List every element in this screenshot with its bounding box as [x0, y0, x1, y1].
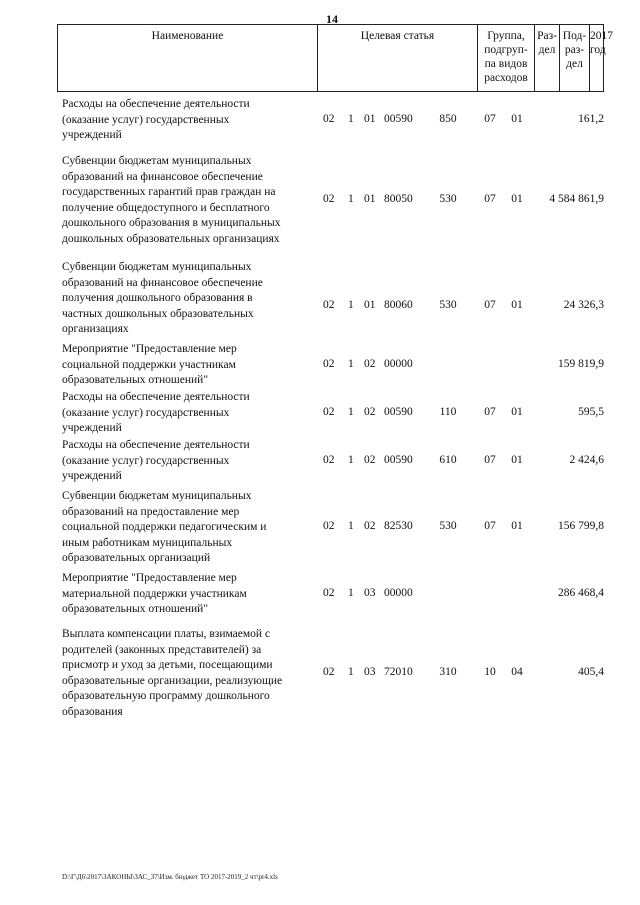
- row-name-line: материальной поддержки участникам: [62, 587, 247, 600]
- code-main-activity: 03: [364, 666, 376, 678]
- amount-2017: 159 819,9: [558, 358, 604, 370]
- code-subprogram: 1: [348, 666, 354, 678]
- amount-2017: 286 468,4: [558, 587, 604, 599]
- code-subprogram: 1: [348, 299, 354, 311]
- page-number: 14: [326, 12, 338, 26]
- amount-2017: 405,4: [578, 666, 604, 678]
- code-direction: 00000: [384, 358, 413, 370]
- row-name: [62, 489, 312, 567]
- podrazdel: 04: [511, 666, 523, 678]
- row-name-line: дошкольного образования в муниципальных: [62, 217, 281, 229]
- row-name-line: Субвенции бюджетам муниципальных: [62, 261, 252, 273]
- podrazdel: 01: [511, 113, 523, 125]
- code-direction: 00000: [384, 587, 413, 599]
- table-header: [57, 24, 613, 92]
- code-subprogram: 1: [348, 193, 354, 205]
- row-name-line: организациях: [62, 323, 129, 335]
- amount-2017: 2 424,6: [569, 454, 604, 466]
- row-name: [62, 571, 312, 618]
- row-name: [62, 260, 312, 338]
- code-main-activity: 01: [364, 193, 376, 205]
- code-direction: 00590: [384, 406, 413, 418]
- code-subprogram: 1: [348, 454, 354, 466]
- podrazdel: 01: [511, 193, 523, 205]
- razdel: 07: [484, 299, 496, 311]
- row-name-line: образований на финансовое обеспечение: [62, 170, 263, 183]
- row-name-line: получения дошкольного образования в: [62, 292, 253, 304]
- row-name-line: Расходы на обеспечение деятельности: [62, 391, 250, 403]
- row-name-line: образовательную программу дошкольного: [62, 690, 270, 702]
- file-path-footer: D:\Г\Д6\2017\ЗАКОНЫ\ЗАС_37\Изм. бюджет ТО 2017-2019_2 чт\pr4.xls: [62, 873, 278, 881]
- code-direction: 80060: [384, 299, 413, 311]
- expense-group: 310: [439, 666, 457, 678]
- code-direction: 82530: [384, 520, 413, 532]
- code-program: 02: [323, 587, 335, 599]
- row-name: [62, 154, 312, 247]
- row-name: [62, 342, 312, 389]
- code-program: 02: [323, 299, 335, 311]
- code-subprogram: 1: [348, 406, 354, 418]
- expense-group: 530: [439, 193, 457, 205]
- row-name-line: Мероприятие "Предоставление мер: [62, 572, 237, 584]
- code-program: 02: [323, 454, 335, 466]
- code-main-activity: 01: [364, 113, 376, 125]
- razdel: 07: [484, 113, 496, 125]
- code-main-activity: 02: [364, 520, 376, 532]
- code-subprogram: 1: [348, 520, 354, 532]
- header-year: 2017 год: [590, 30, 613, 56]
- row-name-line: образовательных организаций: [62, 552, 211, 564]
- code-main-activity: 02: [364, 454, 376, 466]
- code-program: 02: [323, 193, 335, 205]
- expense-group: 110: [439, 406, 457, 418]
- code-program: 02: [323, 358, 335, 370]
- code-main-activity: 01: [364, 299, 376, 311]
- row-name-line: социальной поддержки педагогическим и: [62, 521, 267, 533]
- code-subprogram: 1: [348, 113, 354, 125]
- code-main-activity: 03: [364, 587, 376, 599]
- expense-group: 610: [439, 454, 457, 466]
- code-direction: 00590: [384, 113, 413, 125]
- row-name-line: образований на предоставление мер: [62, 505, 240, 518]
- code-program: 02: [323, 666, 335, 678]
- podrazdel: 01: [511, 520, 523, 532]
- podrazdel: 01: [511, 299, 523, 311]
- expense-group: 530: [439, 299, 457, 311]
- expense-group: 850: [439, 113, 457, 125]
- row-name-line: Расходы на обеспечение деятельности: [62, 439, 250, 451]
- razdel: 07: [484, 454, 496, 466]
- row-name-line: Мероприятие "Предоставление мер: [62, 343, 237, 355]
- code-subprogram: 1: [348, 587, 354, 599]
- row-name-line: (оказание услуг) государственных: [62, 406, 230, 419]
- amount-2017: 4 584 861,9: [549, 193, 604, 205]
- row-name-line: присмотр и уход за детьми, посещающими: [62, 659, 273, 671]
- row-name: [62, 438, 312, 485]
- row-name-line: образования: [62, 705, 123, 718]
- row-name-line: учреждений: [62, 422, 122, 434]
- row-name-line: частных дошкольных образовательных: [62, 307, 254, 320]
- row-name-line: иным работникам муниципальных: [62, 536, 233, 549]
- amount-2017: 161,2: [578, 113, 604, 125]
- row-name-line: Расходы на обеспечение деятельности: [62, 98, 250, 110]
- expense-group: 530: [439, 520, 457, 532]
- row-name-line: получение общедоступного и бесплатного: [62, 201, 270, 214]
- header-group: Группа, подгруп- па видов расходов: [478, 25, 535, 91]
- header-target-article: Целевая статья: [318, 25, 478, 91]
- razdel: 07: [484, 193, 496, 205]
- row-name-line: дошкольных образовательных организациях: [62, 232, 280, 245]
- row-name: [62, 627, 312, 720]
- razdel: 07: [484, 520, 496, 532]
- code-main-activity: 02: [364, 406, 376, 418]
- code-direction: 72010: [384, 666, 413, 678]
- code-main-activity: 02: [364, 358, 376, 370]
- razdel: 10: [484, 666, 496, 678]
- amount-2017: 595,5: [578, 406, 604, 418]
- row-name-line: учреждений: [62, 470, 122, 482]
- podrazdel: 01: [511, 406, 523, 418]
- row-name-line: образовательных отношений": [62, 374, 209, 386]
- row-name-line: образовательные организации, реализующие: [62, 674, 283, 687]
- row-name-line: (оказание услуг) государственных: [62, 113, 230, 126]
- row-name-line: учреждений: [62, 129, 122, 141]
- row-name-line: Субвенции бюджетам муниципальных: [62, 155, 252, 167]
- header-podrazdel: Под- раз- дел: [560, 25, 590, 91]
- podrazdel: 01: [511, 454, 523, 466]
- code-direction: 80050: [384, 193, 413, 205]
- code-program: 02: [323, 520, 335, 532]
- row-name: [62, 97, 312, 144]
- row-name-line: родителей (законных представителей) за: [62, 643, 262, 656]
- row-name-line: образований на финансовое обеспечение: [62, 276, 263, 289]
- header-name: Наименование: [58, 25, 318, 91]
- razdel: 07: [484, 406, 496, 418]
- row-name-line: Выплата компенсации платы, взимаемой с: [62, 628, 271, 640]
- amount-2017: 24 326,3: [563, 299, 604, 311]
- row-name-line: (оказание услуг) государственных: [62, 454, 230, 467]
- row-name-line: образовательных отношений": [62, 603, 209, 615]
- row-name-line: Субвенции бюджетам муниципальных: [62, 490, 252, 502]
- amount-2017: 156 799,8: [558, 520, 604, 532]
- row-name: [62, 390, 312, 437]
- code-program: 02: [323, 406, 335, 418]
- code-program: 02: [323, 113, 335, 125]
- row-name-line: социальной поддержки участникам: [62, 358, 236, 371]
- row-name-line: государственных гарантий прав граждан на: [62, 186, 276, 198]
- code-subprogram: 1: [348, 358, 354, 370]
- code-direction: 00590: [384, 454, 413, 466]
- header-razdel: Раз- дел: [535, 25, 560, 91]
